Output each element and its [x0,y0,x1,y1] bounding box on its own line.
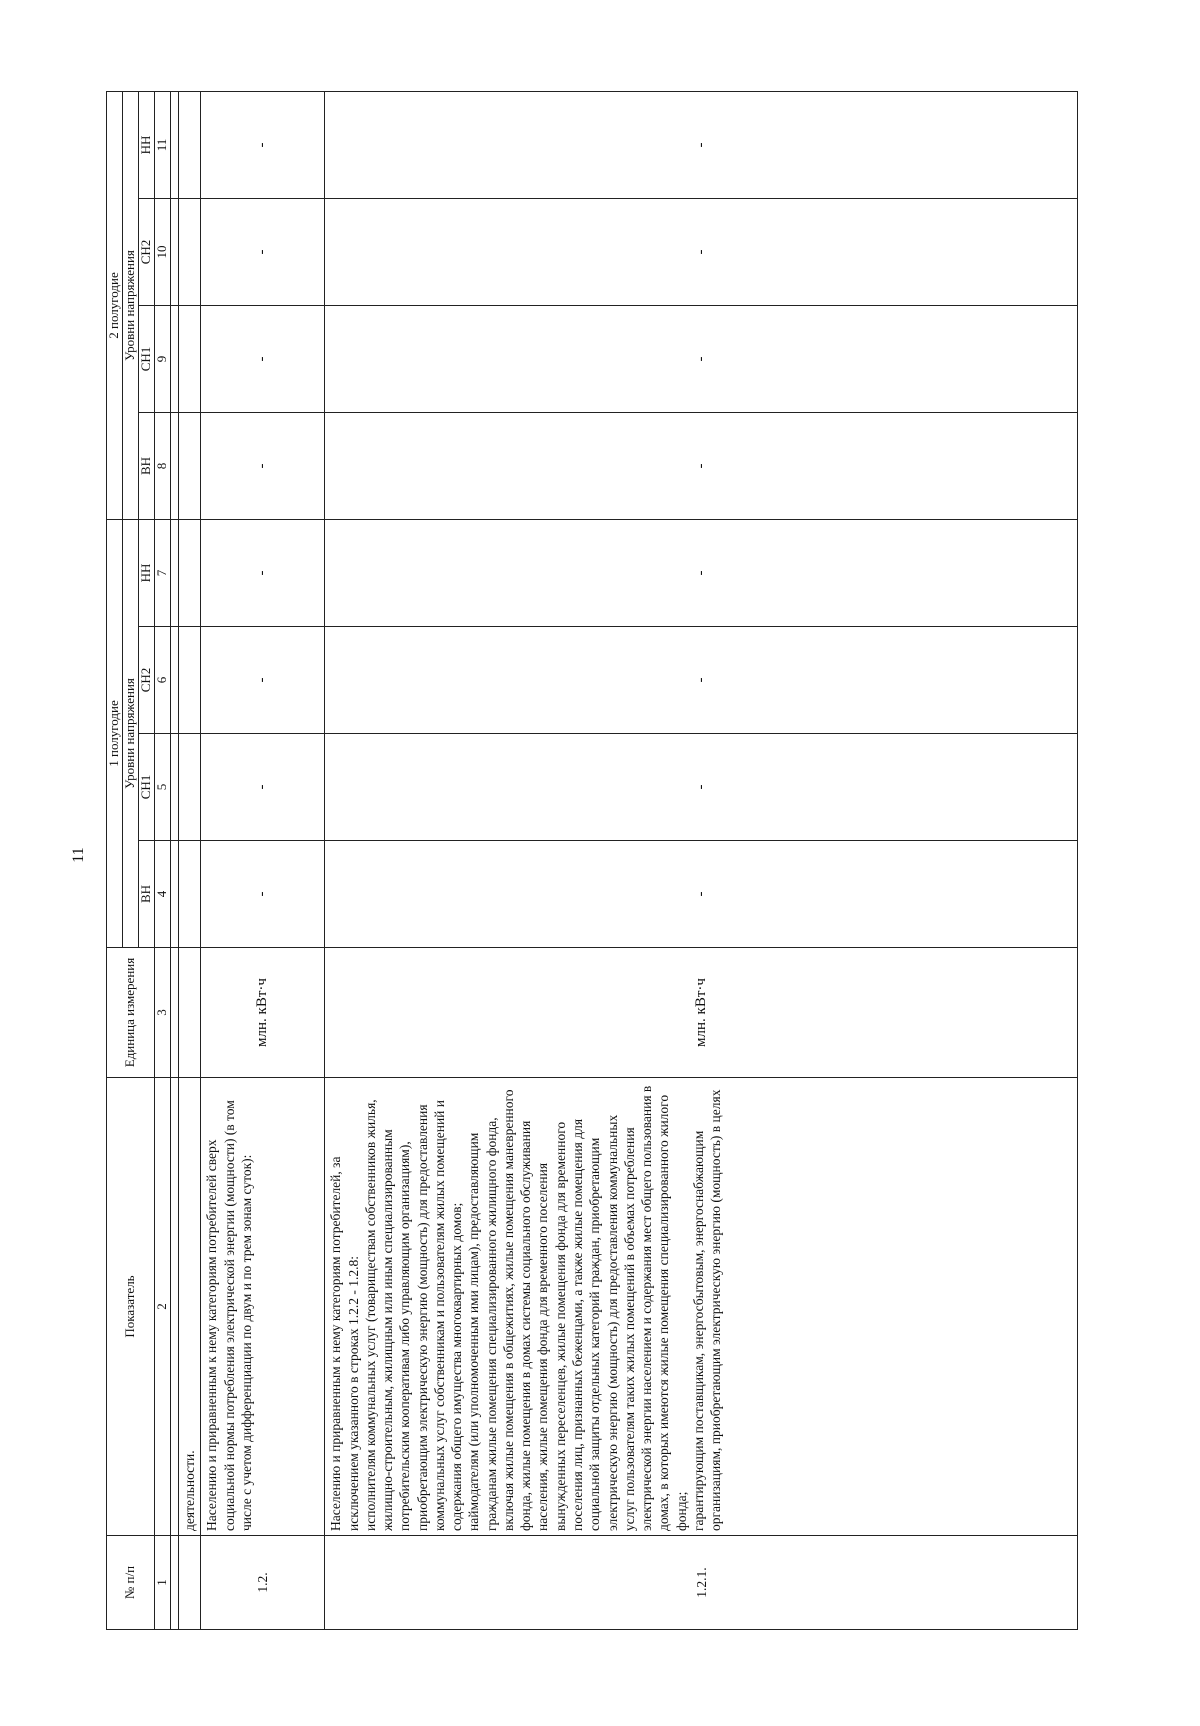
row-unit [179,948,201,1078]
value-cell: - [201,413,325,520]
value-cell [179,841,201,948]
header-num: № п/п [107,1536,155,1630]
value-cell [179,306,201,413]
value-cell: - [325,627,1078,734]
page-number: 11 [70,847,87,863]
value-cell [179,92,201,199]
value-cell: - [201,520,325,627]
value-cell [179,199,201,306]
header-half2: 2 полугодие [107,92,123,520]
value-cell: - [201,627,325,734]
value-cell: - [325,199,1078,306]
table-row [179,92,201,1630]
value-cell: - [325,306,1078,413]
value-cell: - [325,734,1078,841]
value-cell: - [325,841,1078,948]
header-level-sn1-2: СН1 [139,306,155,413]
spacer-row [171,92,179,1630]
header-level-sn2-2: СН2 [139,199,155,306]
row-indicator [325,1078,1078,1536]
col-number: 6 [155,627,171,734]
value-cell: - [201,92,325,199]
col-number: 1 [155,1536,171,1630]
header-half1: 1 полугодие [107,520,123,948]
indicator-text: Населению и приравненным к нему категориям потребителей сверх социальной нормы потребления электрической энергии (мощности) (в том числе с учетом дифференциации по двум и по трем зонам суток): [204,1100,254,1531]
value-cell: - [201,734,325,841]
header-levels-2: Уровни напряжения [123,92,139,520]
table-row [201,92,325,1630]
value-cell: - [325,92,1078,199]
header-level-sn2-1: СН2 [139,627,155,734]
row-unit: млн. кВт·ч [201,948,325,1078]
value-cell: - [201,841,325,948]
indicator-text: деятельности. [182,1450,197,1531]
header-level-sn1-1: СН1 [139,734,155,841]
header-unit: Единица измерения [107,948,155,1078]
rotated-table-page [106,94,1078,1630]
indicator-paragraph: Населению и приравненным к нему категориям потребителей, за исключением указанного в строках 1.2.2 - 1.2.8: [328,1156,361,1531]
header-indicator: Показатель [107,1078,155,1536]
col-number: 4 [155,841,171,948]
row-number: 1.2. [201,1536,325,1630]
header-level-nn-2: НН [139,92,155,199]
row-number [179,1536,201,1630]
col-number: 5 [155,734,171,841]
row-indicator [179,1078,201,1536]
value-cell [179,413,201,520]
header-levels-1: Уровни напряжения [123,520,139,948]
col-number: 7 [155,520,171,627]
value-cell [179,734,201,841]
col-number: 8 [155,413,171,520]
header-level-vn-1: ВН [139,841,155,948]
indicator-paragraph: гарантирующим поставщикам, энергосбытовым, энергоснабжающим организациям, приобретающим электрическую энергию (мощность) в целях [690,1089,724,1531]
value-cell [179,520,201,627]
tariff-table [106,91,1078,1630]
row-unit: млн. кВт·ч [325,948,1078,1078]
col-number: 10 [155,199,171,306]
indicator-paragraph: исполнителям коммунальных услуг (товариществам собственников жилья, жилищно-строительным, жилищным или иным специализированным потребительским кооперативам либо управляющим организациям), приобретающим электрическую энергию (мощность) для предоставления коммунальных услуг собственникам и пользователям жилых помещений и содержания общего имущества многоквартирных домов; [362,1099,465,1531]
header-level-vn-2: ВН [139,413,155,520]
value-cell: - [201,199,325,306]
header-level-nn-1: НН [139,520,155,627]
row-number: 1.2.1. [325,1536,1078,1630]
table-row [325,92,1078,1630]
value-cell: - [325,520,1078,627]
col-number: 3 [155,948,171,1078]
value-cell: - [325,413,1078,520]
value-cell [179,627,201,734]
col-number: 2 [155,1078,171,1536]
indicator-paragraph: наймодателям (или уполномоченным ими лицам), предоставляющим гражданам жилые помещения специализированного жилищного фонда, включая жилые помещения в общежитиях, жилые помещения маневренного фонда, жилые помещения в домах системы социального обслуживания населения, жилые помещения фонда для временного поселения вынужденных переселенцев, жилые помещения фонда для временного поселения лиц, признанных беженцами, а также жилые помещения для социальной защиты отдельных категорий граждан, приобретающим электрическую энергию (мощность) для предоставления коммунальных услуг пользователям таких жилых помещений в объемах потребления электрической энергии населением и содержания мест общего пользования в домах, в которых имеются жилые помещения специализированного жилого фонда; [466,1085,689,1531]
col-number: 11 [155,92,171,199]
row-indicator [201,1078,325,1536]
col-number: 9 [155,306,171,413]
value-cell: - [201,306,325,413]
